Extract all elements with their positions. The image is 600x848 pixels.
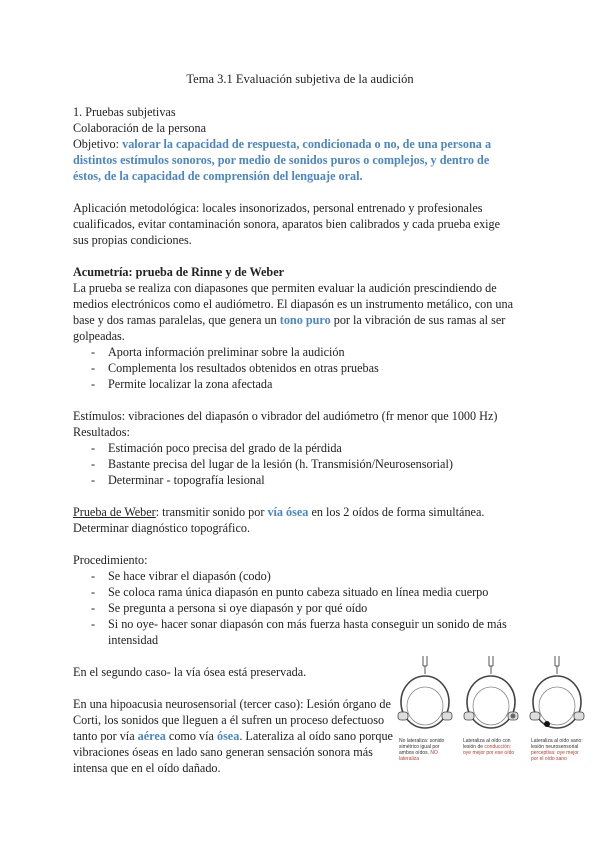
estimulos-line: Estímulos: vibraciones del diapasón o vibrador del audiómetro (fr menor que 1000 Hz) — [73, 409, 498, 423]
via-osea-highlight: vía ósea — [267, 505, 309, 519]
resultados-list — [73, 440, 513, 488]
weber-figure — [393, 652, 593, 802]
section-heading: 1. Pruebas subjetivas — [73, 105, 176, 119]
weber-label: Prueba de Weber — [73, 505, 156, 519]
weber-paragraph — [73, 504, 513, 536]
hipo-text-a: En una hipoacusia neurosensorial (tercer caso): Lesión órgano de Corti, los sonidos que lleguen a él sufren un proceso defectuoso tanto por vía — [73, 697, 391, 743]
objetivo-text: valorar la capacidad de respuesta, condicionada o no, de una persona a distintos estímulos sonoros, por medio de sonidos puros o complejos, y dentro de éstos, de la capacidad de comprensión del lenguaje oral. — [73, 137, 492, 183]
procedimiento-list — [73, 568, 513, 648]
list-item: - Complementa los resultados obtenidos en otras pruebas — [91, 360, 513, 376]
collab-line: Colaboración de la persona — [73, 121, 206, 135]
head-diagram-normal — [398, 656, 452, 728]
objetivo-paragraph — [73, 136, 513, 184]
hipo-text-b: como vía — [165, 729, 217, 743]
figure-caption-3: Lateraliza al oído sano: lesión neurosensorial perceptiva: oye mejor por el oído sano — [531, 738, 583, 762]
acumetria-bullet-list — [73, 344, 513, 392]
list-item: - Se coloca rama única diapasón en punto cabeza situado en línea media cuerpo — [91, 584, 513, 600]
aerea-highlight: aérea — [137, 729, 166, 743]
hipo-text-c: . Lateraliza al oído sano porque vibraciones óseas en lado sano generan sensación sonora más intensa que en el oído dañado. — [73, 729, 393, 775]
segundo-caso-line: En el segundo caso- la vía ósea está preservada. — [73, 665, 307, 679]
intro-part-a: La prueba se realiza con diapasones que permiten evaluar la audición prescindiendo de medios electrónicos como el audiómetro. El diapasón es un instrumento metálico, con una base y dos ramas paralelas, que genera un — [73, 281, 513, 327]
intro-part-b: por la vibración de sus ramas al ser golpeadas. — [73, 313, 506, 343]
osea-highlight: ósea — [216, 729, 240, 743]
weber-text-a: : transmitir sonido por — [155, 505, 268, 519]
list-item: - Aporta información preliminar sobre la audición — [91, 344, 513, 360]
weber-heads-illustration — [393, 652, 593, 742]
head-diagram-sensorineural — [530, 656, 584, 728]
list-item: - Bastante precisa del lugar de la lesión (h. Transmisión/Neurosensorial) — [91, 456, 513, 472]
head-diagram-conductive — [464, 656, 518, 728]
weber-text-b: en los 2 oídos de forma simultánea. Determinar diagnóstico topográfico. — [73, 505, 485, 535]
list-item: - Se hace vibrar el diapasón (codo) — [91, 568, 513, 584]
aplicacion-paragraph: Aplicación metodológica: locales insonorizados, personal entrenado y profesionales cualificados, evitar contaminación sonora, aparatos bien calibrados y cada prueba exige sus propias condiciones. — [73, 201, 501, 247]
procedimiento-label: Procedimiento: — [73, 553, 148, 567]
tono-puro-highlight: tono puro — [279, 313, 331, 327]
list-item: - Si no oye- hacer sonar diapasón con más fuerza hasta conseguir un sonido de más intensidad — [91, 616, 513, 648]
acumetria-intro — [73, 280, 513, 344]
list-item: - Determinar - topografía lesional — [91, 472, 513, 488]
acumetria-heading: Acumetría: prueba de Rinne y de Weber — [73, 265, 285, 279]
list-item: - Estimación poco precisa del grado de la pérdida — [91, 440, 513, 456]
objetivo-label: Objetivo: — [73, 137, 123, 151]
hipoacusia-paragraph — [73, 696, 393, 776]
resultados-label: Resultados: — [73, 425, 130, 439]
list-item: - Permite localizar la zona afectada — [91, 376, 513, 392]
figure-caption-1: No lateraliza: sonido simétrico igual por ambos oídos. NO lateraliza — [399, 738, 445, 762]
figure-caption-2: Lateraliza al oído con lesión de conducción: oye mejor por ese oído — [463, 738, 515, 756]
list-item: - Se pregunta a persona si oye diapasón y por qué oído — [91, 600, 513, 616]
page-title: Tema 3.1 Evaluación subjetiva de la audición — [186, 72, 414, 86]
